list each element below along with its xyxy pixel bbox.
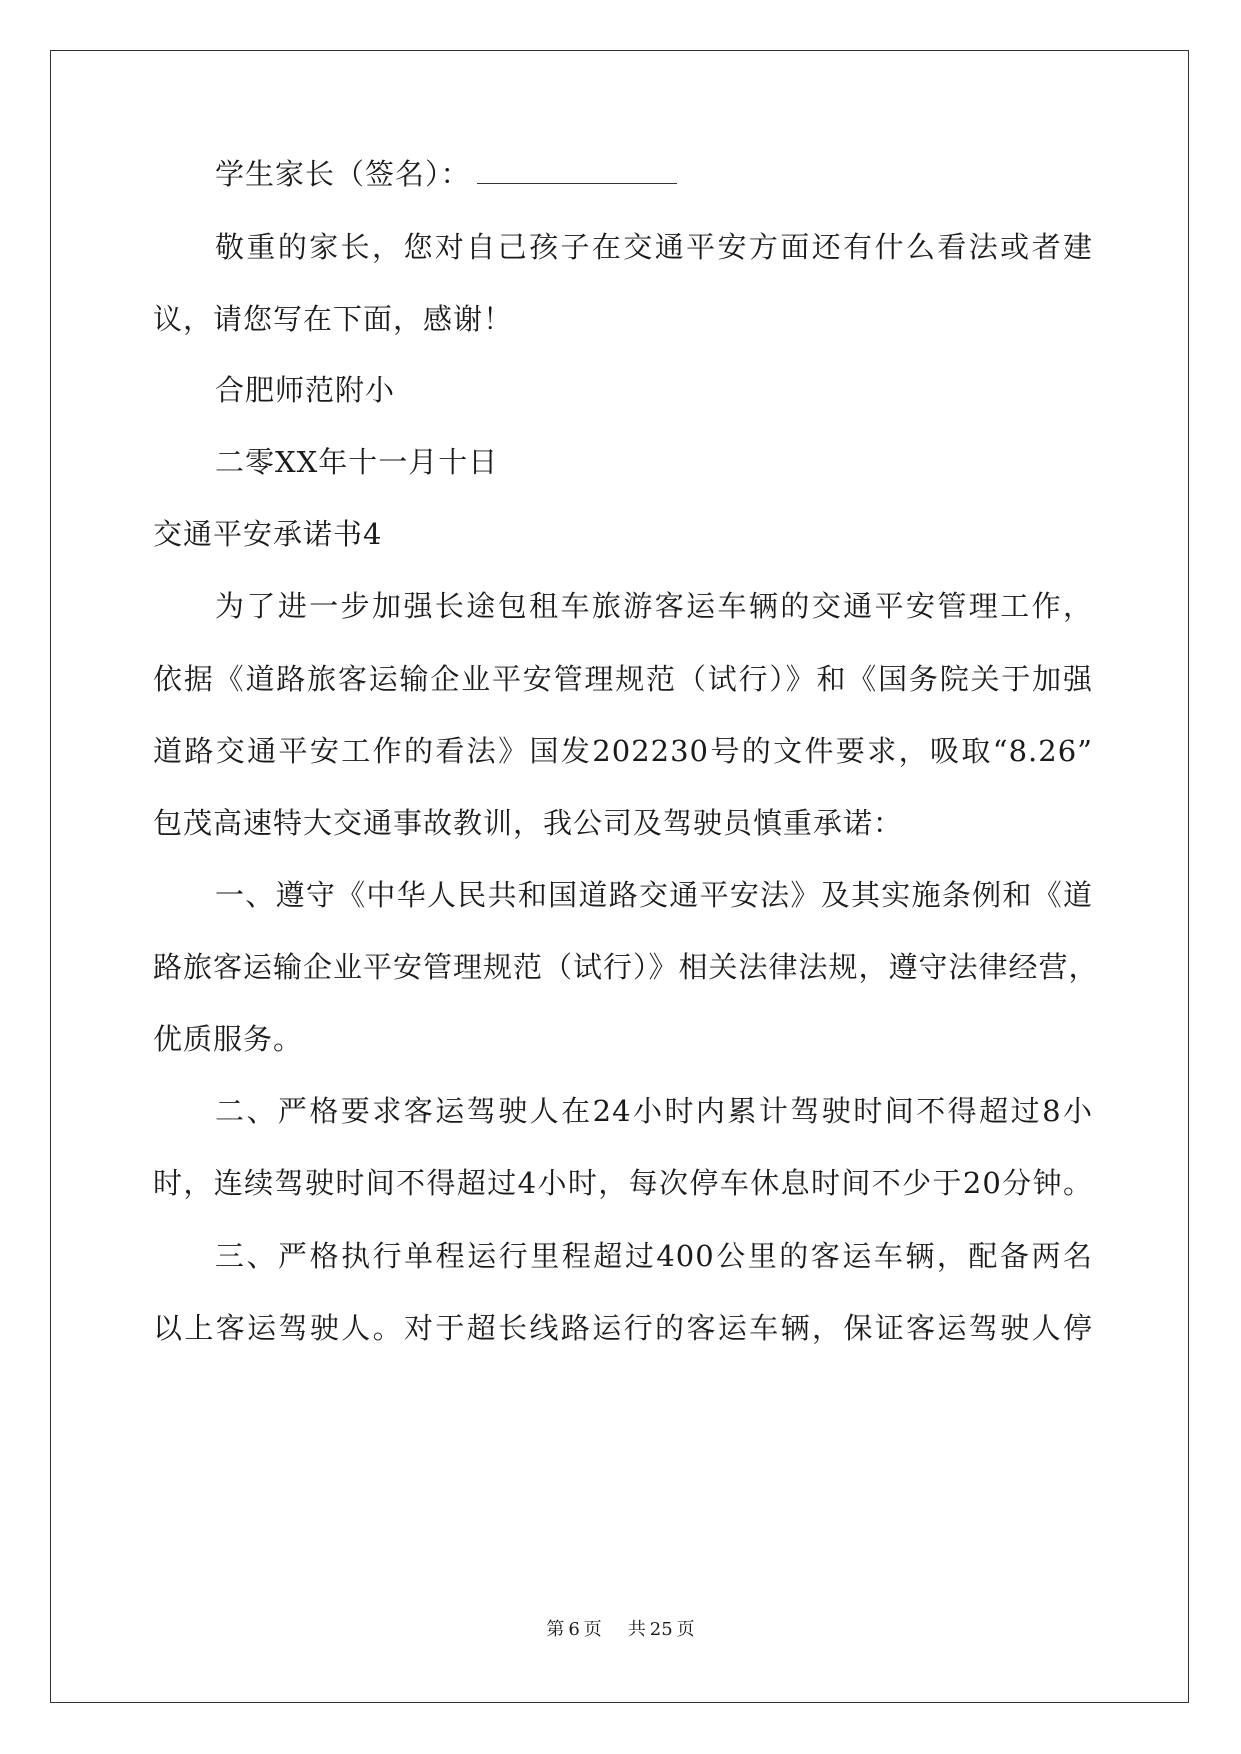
parent-signature-label: 学生家长（签名）： (215, 157, 471, 191)
total-label-prefix: 共 (627, 1619, 646, 1640)
paragraph-line: 时，连续驾驶时间不得超过4小时，每次停车休息时间不少于20分钟。 (153, 1166, 1093, 1200)
paragraph-line: 议，请您写在下面，感谢！ (153, 302, 514, 336)
parent-signature-line (215, 154, 1093, 194)
total-pages: 25 (649, 1619, 673, 1640)
paragraph-line: 以上客运驾驶人。对于超长线路运行的客运车辆，保证客运驾驶人停 (153, 1311, 1093, 1345)
paragraph-line: 一、遵守《中华人民共和国道路交通平安法》及其实施条例和《道 (215, 878, 1093, 912)
paragraph-line: 依据《道路旅客运输企业平安管理规范（试行）》和《国务院关于加强 (153, 662, 1093, 696)
signature-blank[interactable] (477, 155, 677, 184)
paragraph-line: 二、严格要求客运驾驶人在24小时内累计驾驶时间不得超过8小 (215, 1094, 1093, 1128)
paragraph-line: 道路交通平安工作的看法》国发202230号的文件要求，吸取“8.26” (153, 734, 1093, 768)
page-label-suffix: 页 (583, 1619, 602, 1640)
paragraph-line: 敬重的家长，您对自己孩子在交通平安方面还有什么看法或者建 (215, 230, 1093, 264)
date-line: 二零XX年十一月十日 (215, 445, 499, 479)
page-footer (0, 1618, 1241, 1642)
section-heading: 交通平安承诺书4 (153, 517, 383, 551)
paragraph-line: 为了进一步加强长途包租车旅游客运车辆的交通平安管理工作， (215, 589, 1093, 623)
paragraph-line: 优质服务。 (153, 1022, 304, 1056)
paragraph-line: 三、严格执行单程运行里程超过400公里的客运车辆，配备两名 (215, 1239, 1093, 1273)
total-label-suffix: 页 (676, 1619, 695, 1640)
paragraph-line: 包茂高速特大交通事故教训，我公司及驾驶员慎重承诺： (153, 806, 904, 840)
school-name: 合肥师范附小 (215, 373, 396, 407)
page-label-prefix: 第 (546, 1619, 565, 1640)
paragraph-line: 路旅客运输企业平安管理规范（试行）》相关法律法规，遵守法律经营， (153, 950, 1099, 984)
page-number: 6 (568, 1619, 580, 1640)
